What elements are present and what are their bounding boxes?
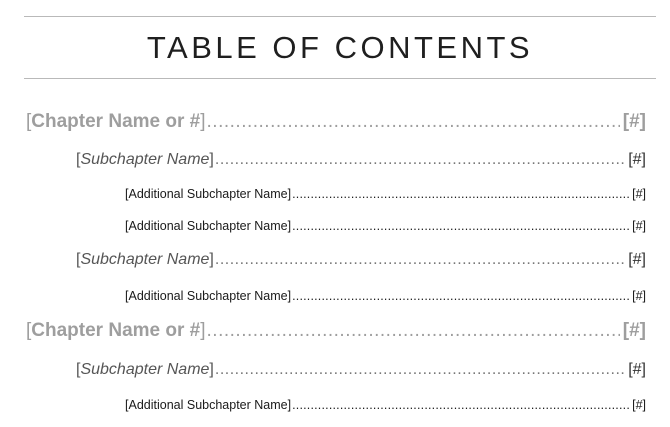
page-number: [#]	[632, 187, 646, 201]
dot-leader	[292, 218, 629, 234]
dot-leader	[215, 250, 625, 270]
title-divider	[24, 78, 656, 79]
page-number: [#]	[622, 111, 646, 132]
additional-subchapter-name: [Additional Subchapter Name]	[125, 187, 292, 201]
page-number: [#]	[632, 398, 646, 412]
toc-additional-subchapter-entry[interactable]	[125, 288, 646, 304]
dot-leader	[292, 186, 629, 202]
page-number: [#]	[628, 151, 646, 168]
dot-leader	[207, 319, 620, 343]
subchapter-name: [Subchapter Name]	[76, 151, 214, 168]
top-divider	[24, 16, 656, 17]
page-number: [#]	[632, 289, 646, 303]
dot-leader	[207, 110, 620, 134]
chapter-name: [Chapter Name or #]	[26, 111, 206, 132]
page-number: [#]	[628, 251, 646, 268]
page-number: [#]	[632, 219, 646, 233]
toc-additional-subchapter-entry[interactable]	[125, 186, 646, 202]
dot-leader	[292, 288, 629, 304]
page-title: TABLE OF CONTENTS	[146, 30, 534, 65]
toc-chapter-entry[interactable]	[26, 319, 646, 343]
toc-chapter-entry[interactable]	[26, 110, 646, 134]
toc-subchapter-entry[interactable]	[76, 150, 646, 170]
page-number: [#]	[628, 361, 646, 378]
dot-leader	[292, 397, 629, 413]
dot-leader	[215, 150, 625, 170]
chapter-name: [Chapter Name or #]	[26, 320, 206, 341]
toc-additional-subchapter-entry[interactable]	[125, 397, 646, 413]
dot-leader	[215, 360, 625, 380]
additional-subchapter-name: [Additional Subchapter Name]	[125, 398, 292, 412]
additional-subchapter-name: [Additional Subchapter Name]	[125, 289, 292, 303]
toc-additional-subchapter-entry[interactable]	[125, 218, 646, 234]
additional-subchapter-name: [Additional Subchapter Name]	[125, 219, 292, 233]
toc-subchapter-entry[interactable]	[76, 250, 646, 270]
subchapter-name: [Subchapter Name]	[76, 251, 214, 268]
subchapter-name: [Subchapter Name]	[76, 361, 214, 378]
toc-subchapter-entry[interactable]	[76, 360, 646, 380]
page-number: [#]	[622, 320, 646, 341]
